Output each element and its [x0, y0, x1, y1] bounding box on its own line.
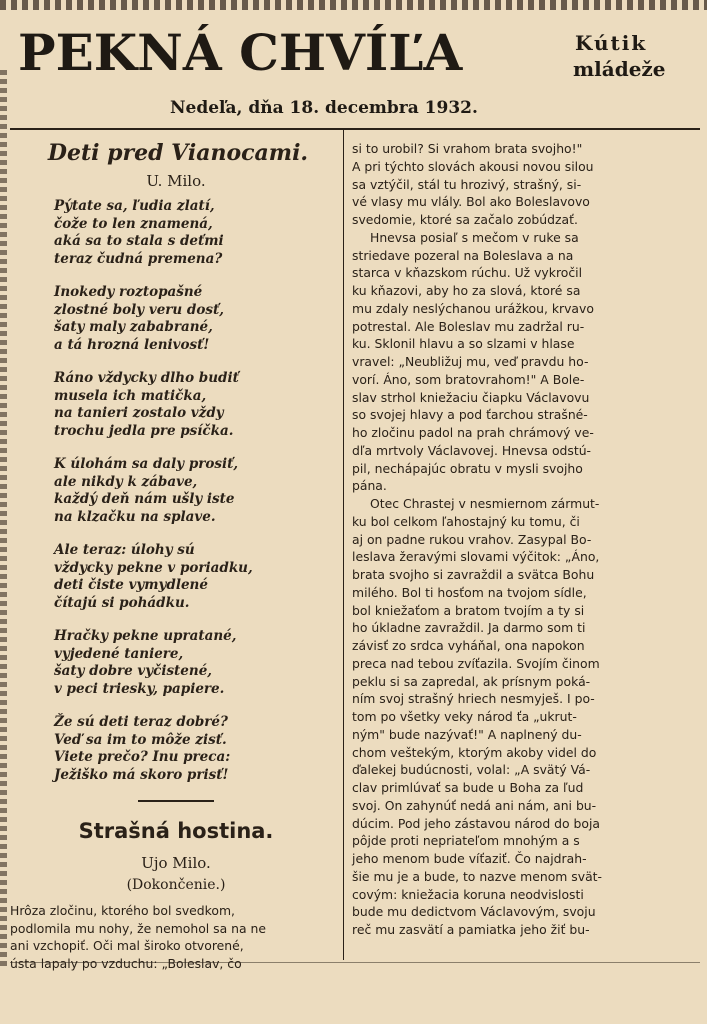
poem-line: v peci triesky, papiere.: [54, 680, 225, 697]
poem-line: Veď sa im to môže zisť.: [54, 731, 227, 748]
poem-line: čítajú si pohádku.: [54, 594, 190, 611]
text-line: ku. Sklonil hlavu a so slzami v hlase: [352, 336, 575, 352]
text-line: svoj. On zahynúť nedá ani nám, ani bu-: [352, 797, 597, 813]
poem-line: na klzačku na splave.: [54, 508, 216, 525]
text-line: A pri týchto slovách akousi novou silou: [352, 158, 594, 174]
poem-line: na tanieri zostalo vždy: [54, 405, 224, 421]
header-rule: [10, 128, 700, 130]
column-divider: [343, 130, 344, 960]
poem-stanza: [54, 370, 338, 440]
poem-line: vyjedené taniere,: [54, 645, 184, 662]
poem-line: Hračky pekne upratané,: [54, 628, 237, 644]
text-line: mu zdaly neslýchanou urážkou, krvavo: [352, 300, 594, 316]
text-line: aj on padne rukou vrahov. Zasypal Bo-: [352, 531, 592, 547]
text-line: ním svoj strašný hriech nesmyješ. I po-: [352, 691, 595, 707]
text-line: peklu si sa zapredal, ak prísnym poká-: [352, 673, 591, 689]
poem-author: U. Milo.: [146, 172, 206, 190]
poem-line: K úlohám sa daly prosiť,: [54, 456, 239, 472]
left-column: [10, 136, 338, 972]
text-line: chom veštekým, ktorým akoby videl do: [352, 744, 597, 760]
text-line: leslava žeravými slovami výčitok: „Áno,: [352, 549, 600, 565]
poem-line: musela ich matička,: [54, 387, 207, 404]
text-line: covým: kniežacia koruna neodvislosti: [352, 886, 584, 902]
poem-line: teraz čudná premena?: [54, 250, 223, 267]
masthead-subtitle-line2: mládeže: [573, 57, 666, 81]
text-line: Hrôza zločinu, ktorého bol svedkom,: [10, 903, 235, 918]
poem-line: ale nikdy k zábave,: [54, 473, 198, 490]
text-line: ku bol celkom ľahostajný ku tomu, či: [352, 513, 580, 529]
text-line: brata svojho si zavraždil a svätca Bohu: [352, 567, 595, 582]
text-line: reč mu zasvätí a pamiatka jeho žiť bu-: [352, 922, 590, 937]
text-line: preca nad tebou zvíťazila. Svojím činom: [352, 655, 600, 671]
text-line: ku kňazovi, aby ho za slová, ktoré sa: [352, 283, 581, 298]
poem-line: šaty dobre vyčistené,: [54, 663, 212, 679]
masthead-subtitle: [573, 30, 693, 82]
text-line: pôjde proti nepriateľom mnohým a s: [352, 833, 580, 849]
poem-stanza: [54, 456, 338, 526]
poem-line: a tá hrozná lenivosť!: [54, 336, 210, 353]
text-line: potrestal. Ale Boleslav mu zadržal ru-: [352, 318, 585, 334]
text-line: ústa lapaly po vzduchu: „Boleslav, čo: [10, 955, 242, 971]
poem-line: Ale teraz: úlohy sú: [54, 542, 195, 558]
text-line: bol kniežaťom a bratom tvojím a ty si: [352, 602, 585, 618]
text-line: podlomila mu nohy, že nemohol sa na ne: [10, 920, 267, 936]
poem-title: Deti pred Vianocami.: [47, 140, 309, 166]
masthead-subtitle-line1: Kútik: [575, 31, 648, 55]
text-line: pil, nechápajúc obratu v mysli svojho: [352, 460, 583, 476]
poem-line: Ráno vždycky dlho budiť: [54, 370, 239, 386]
text-line: clav primlúvať sa bude u Boha za ľud: [352, 780, 584, 795]
text-line: ným" bude nazývať!" A naplnený du-: [352, 726, 582, 742]
text-line: vravel: „Neubližuj mu, veď pravdu ho-: [352, 354, 589, 369]
poem-line: aká sa to stala s deťmi: [54, 233, 224, 249]
poem-line: šaty maly zababrané,: [54, 319, 213, 335]
text-line: striedave pozeral na Boleslava a na: [352, 247, 574, 263]
poem-line: trochu jedla pre psíčka.: [54, 422, 234, 439]
poem-body: [14, 198, 338, 784]
text-line: jeho menom bude víťaziť. Čo najdrah-: [352, 851, 587, 866]
poem-line: vždycky pekne v poriadku,: [54, 559, 253, 576]
right-column: [352, 140, 698, 939]
text-line: sa vztýčil, stál tu hrozivý, strašný, si-: [352, 176, 582, 192]
decorative-top-border: [0, 0, 707, 10]
text-line: starca v kňazskom rúchu. Už vykročil: [352, 265, 583, 281]
poem-line: Ježiško má skoro prisť!: [54, 766, 229, 783]
text-line: ho zločinu padol na prah chrámový ve-: [352, 425, 594, 440]
text-line: bude mu dedictvom Václavovým, svoju: [352, 904, 596, 920]
poem-line: Viete prečo? Inu preca:: [54, 749, 231, 765]
poem-stanza: [54, 542, 338, 612]
poem-stanza: [54, 198, 338, 268]
story-text-right: [352, 140, 698, 939]
text-line: šie mu je a bude, to nazve menom svät-: [352, 868, 603, 884]
poem-line: Pýtate sa, ľudia zlatí,: [54, 198, 215, 214]
text-line: Hnevsa posiaľ s mečom v ruke sa: [370, 229, 579, 245]
text-line: milého. Bol ti hosťom na tvojom sídle,: [352, 584, 587, 600]
text-line: tom po všetky veky národ ťa „ukrut-: [352, 709, 577, 724]
text-line: ďalekej budúcnosti, volal: „A svätý Vá-: [352, 762, 591, 778]
story-author: Ujo Milo.: [141, 854, 211, 872]
masthead-title: PEKNÁ CHVÍĽA: [18, 23, 463, 82]
text-line: svedomie, ktoré sa začalo zobúdzať.: [352, 212, 578, 227]
text-line: dúcim. Pod jeho zástavou národ do boja: [352, 815, 600, 831]
text-line: dľa mrtvoly Václavovej. Hnevsa odstú-: [352, 442, 592, 458]
section-divider: [138, 800, 214, 802]
story-title: Strašná hostina.: [78, 819, 274, 843]
story-text-left: [10, 902, 338, 972]
text-line: Otec Chrastej v nesmiernom zármut-: [370, 496, 600, 511]
poem-line: deti čiste vymydlené: [54, 577, 208, 593]
text-line: vé vlasy mu vlály. Bol ako Boleslavovo: [352, 194, 590, 210]
poem-line: zlostné boly veru dosť,: [54, 301, 224, 318]
dateline: Nedeľa, dňa 18. decembra 1932.: [170, 98, 478, 118]
poem-line: Že sú deti teraz dobré?: [54, 714, 228, 730]
text-line: slav strhol kniežaciu čiapku Václavovu: [352, 389, 590, 405]
poem-stanza: [54, 628, 338, 698]
poem-stanza: [54, 714, 338, 784]
text-line: so svojej hlavy a pod ťarchou strašné-: [352, 407, 588, 423]
poem-line: každý deň nám ušly iste: [54, 491, 235, 507]
text-line: si to urobil? Si vrahom brata svojho!": [352, 141, 583, 156]
story-note: (Dokončenie.): [126, 877, 226, 893]
poem-stanza: [54, 284, 338, 354]
text-line: pána.: [352, 478, 387, 494]
text-line: ani vzchopiť. Oči mal široko otvorené,: [10, 938, 244, 954]
poem-line: Inokedy roztopašné: [54, 284, 203, 300]
decorative-left-border: [0, 70, 7, 970]
text-line: vorí. Áno, som bratovrahom!" A Bole-: [352, 371, 585, 387]
text-line: závisť zo srdca vyháňal, ona napokon: [352, 638, 585, 653]
poem-line: čože to len znamená,: [54, 215, 213, 232]
text-line: ho úkladne zavraždil. Ja darmo som ti: [352, 620, 586, 636]
